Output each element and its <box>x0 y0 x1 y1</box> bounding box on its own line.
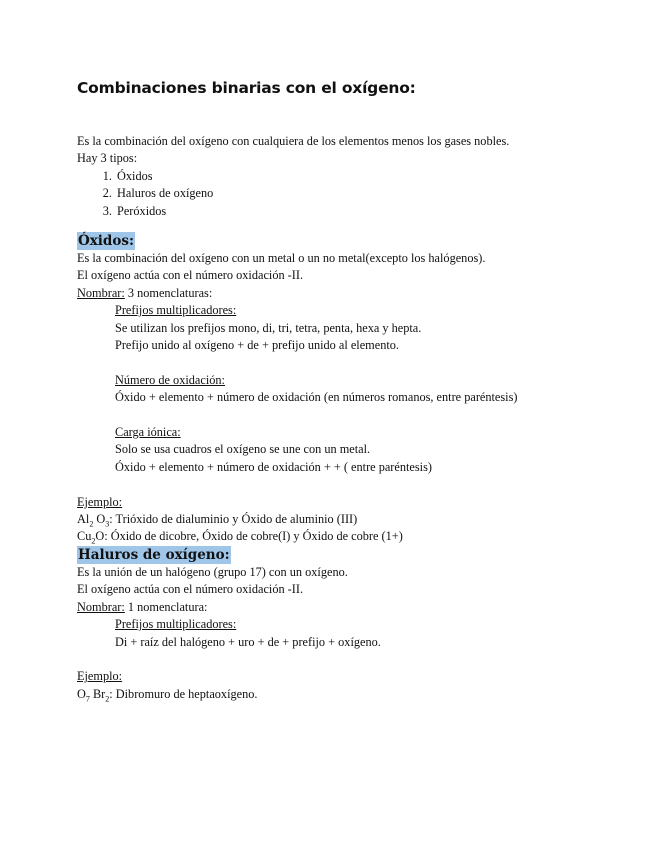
formula-subscript: 2 <box>105 694 110 704</box>
example-line <box>77 528 617 545</box>
numero-label: Número de oxidación: <box>115 372 225 387</box>
formula-subscript: 2 <box>89 519 94 529</box>
formula-subscript: 2 <box>91 536 96 546</box>
nombrar-label: Nombrar: <box>77 599 125 614</box>
formula-element: O <box>96 512 106 527</box>
example-text: : Óxido de dicobre, Óxido de cobre(I) y Óxido de cobre (1+) <box>104 529 403 544</box>
prefijos-line: Prefijo unido al oxígeno + de + prefijo unido al elemento. <box>115 338 399 353</box>
carga-line: Solo se usa cuadros el oxígeno se une con un metal. <box>115 442 371 457</box>
section-heading-haluros: Haluros de oxígeno: <box>78 546 230 563</box>
carga-line: Óxido + elemento + número de oxidación + + ( entre paréntesis) <box>115 459 432 474</box>
numero-line: Óxido + elemento + número de oxidación (en números romanos, entre paréntesis) <box>115 390 518 405</box>
formula-subscript: 7 <box>85 694 90 704</box>
example-line <box>77 511 617 528</box>
document-page <box>77 76 617 703</box>
ejemplo-label: Ejemplo: <box>77 669 123 684</box>
carga-label: Carga iónica: <box>115 425 181 440</box>
nombrar-text: 3 nomenclaturas: <box>124 285 213 300</box>
oxidos-nombrar <box>77 285 617 302</box>
prefijos-line: Se utilizan los prefijos mono, di, tri, tetra, penta, hexa y hepta. <box>115 320 422 335</box>
ejemplo-label: Ejemplo: <box>77 494 123 509</box>
prefijos-label: Prefijos multiplicadores: <box>115 617 237 632</box>
nombrar-text: 1 nomenclatura: <box>124 599 208 614</box>
prefijos-line: Di + raíz del halógeno + uro + de + prefijo + oxígeno. <box>115 634 381 649</box>
formula-element: Al <box>77 512 90 527</box>
haluros-definition: Es la unión de un halógeno (grupo 17) con un oxígeno. <box>77 564 348 579</box>
formula-element: Cu <box>77 529 92 544</box>
types-list <box>77 168 617 220</box>
example-text: : Dibromuro de heptaoxígeno. <box>109 686 258 701</box>
example-text: : Trióxido de dialuminio y Óxido de aluminio (III) <box>109 512 358 527</box>
nombrar-label: Nombrar: <box>77 285 125 300</box>
haluros-nombrar <box>77 599 617 616</box>
formula-element: O <box>77 686 86 701</box>
list-item: 1. Óxidos <box>115 168 617 185</box>
formula-element: Br <box>92 686 106 701</box>
section-heading-oxidos: Óxidos: <box>78 233 134 250</box>
intro-text: Es la combinación del oxígeno con cualquiera de los elementos menos los gases nobles. <box>77 134 510 148</box>
oxidos-oxidation: El oxígeno actúa con el número oxidación -II. <box>77 268 304 283</box>
page-title: Combinaciones binarias con el oxígeno: <box>77 79 416 97</box>
example-line <box>77 686 617 703</box>
intro-count: Hay 3 tipos: <box>77 151 138 166</box>
list-item: 2. Haluros de oxígeno <box>115 185 617 202</box>
prefijos-label: Prefijos multiplicadores: <box>115 303 237 318</box>
oxidos-definition: Es la combinación del oxígeno con un metal o un no metal(excepto los halógenos). <box>77 251 486 266</box>
formula-element: O <box>95 529 105 544</box>
list-item: 3. Peróxidos <box>115 203 617 220</box>
haluros-oxidation: El oxígeno actúa con el número oxidación -II. <box>77 582 304 597</box>
formula-subscript: 3 <box>105 519 110 529</box>
